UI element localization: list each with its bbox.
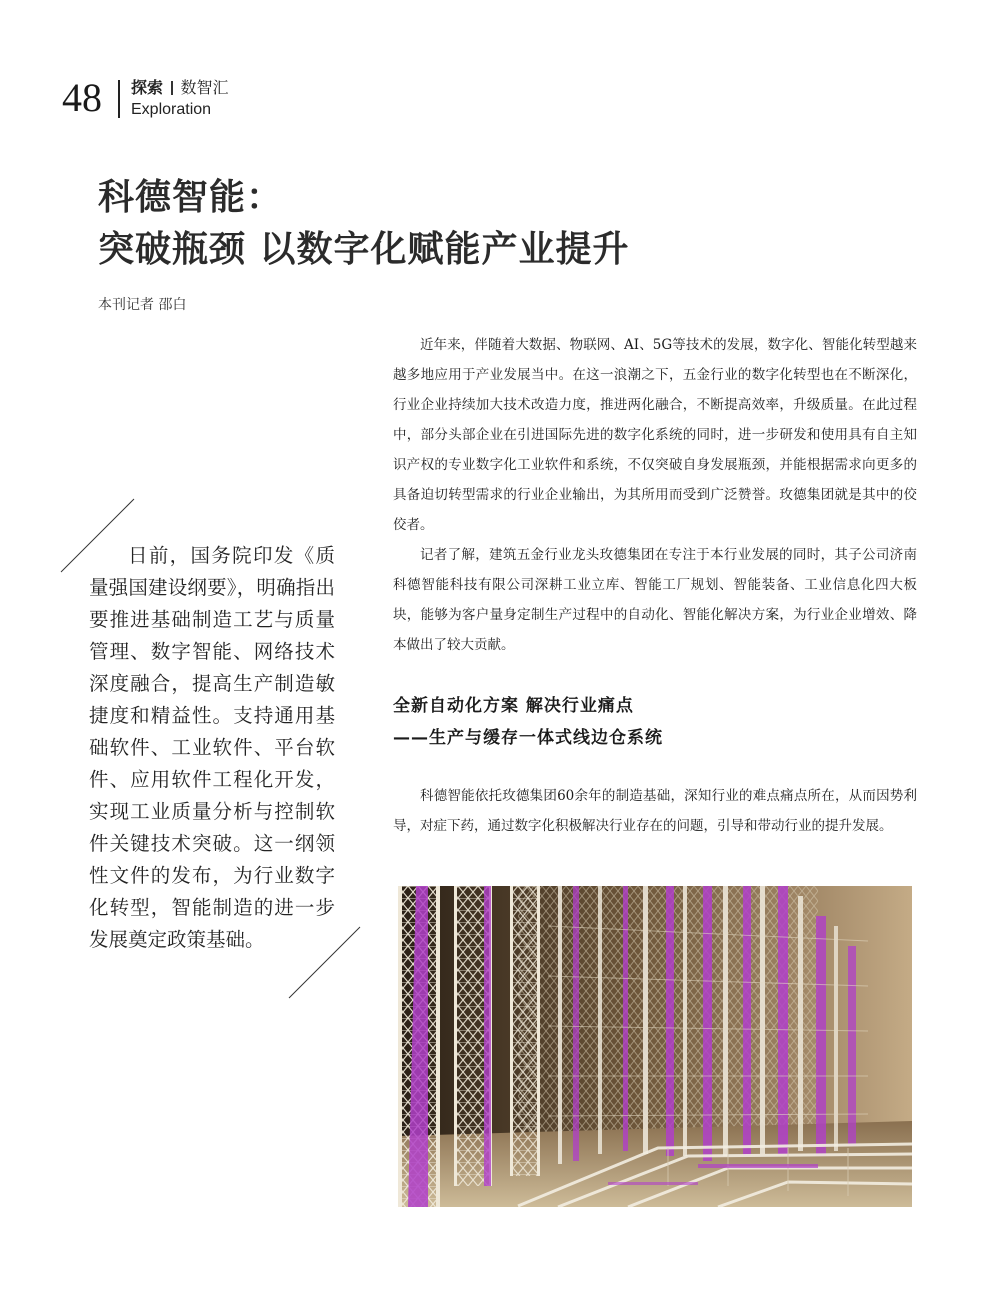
warehouse-illustration xyxy=(398,886,912,1207)
section-separator xyxy=(171,81,173,95)
column-label: 数智汇 xyxy=(180,78,229,97)
byline: 本刊记者 邵白 xyxy=(98,297,187,313)
section-header xyxy=(131,78,229,98)
body-paragraph-1: 近年来，伴随着大数据、物联网、AI、5G等技术的发展，数字化、智能化转型越来越多地应用于产业发展当中。在这一浪潮之下，五金行业的数字化转型也在不断深化，行业企业持续加大技术改造力度，推进两化融合，不断提高效率，升级质量。在此过程中，部分头部企业在引进国际先进的数字化系统的同时，进一步研发和使用具有自主知识产权的专业数字化工业软件和系统，不仅突破自身发展瓶颈，并能根据需求向更多的具备迫切转型需求的行业企业输出，为其所用而受到广泛赞誉。玫德集团就是其中的佼佼者。 xyxy=(393,337,917,533)
subheading-line-1: 全新自动化方案 解决行业痛点 xyxy=(393,696,634,716)
pull-quote-text: 日前，国务院印发《质量强国建设纲要》，明确指出要推进基础制造工艺与质量管理、数字智能、网络技术深度融合，提高生产制造敏捷度和精益性。支持通用基础软件、工业软件、平台软件、应用软件工程化开发，实现工业质量分析与控制软件关键技术突破。这一纲领性文件的发布，为行业数字化转型，智能制造的进一步发展奠定政策基础。 xyxy=(89,544,335,951)
section-label-en: Exploration xyxy=(131,101,212,118)
body-paragraph-3: 科德智能依托玫德集团60余年的制造基础，深知行业的难点痛点所在，从而因势利导，对症下药，通过数字化积极解决行业存在的问题，引导和带动行业的提升发展。 xyxy=(393,788,917,834)
article-body-2 xyxy=(393,781,917,841)
section-subheading xyxy=(393,690,663,754)
section-label: 探索 xyxy=(131,78,164,97)
article-body xyxy=(393,330,917,660)
subheading-line-2: ——生产与缓存一体式线边仓系统 xyxy=(393,728,663,748)
title-line-2: 突破瓶颈 以数字化赋能产业提升 xyxy=(98,229,630,270)
article-title xyxy=(98,172,630,276)
quote-decoration-bottom xyxy=(288,926,362,1000)
warehouse-photo xyxy=(398,886,912,1207)
pull-quote xyxy=(89,540,335,956)
page-number: 48 xyxy=(62,75,102,120)
title-line-1: 科德智能： xyxy=(98,177,284,218)
header-divider xyxy=(118,80,120,118)
body-paragraph-2: 记者了解，建筑五金行业龙头玫德集团在专注于本行业发展的同时，其子公司济南科德智能科技有限公司深耕工业立库、智能工厂规划、智能装备、工业信息化四大板块，能够为客户量身定制生产过程中的自动化、智能化解决方案，为行业企业增效、降本做出了较大贡献。 xyxy=(393,547,917,653)
